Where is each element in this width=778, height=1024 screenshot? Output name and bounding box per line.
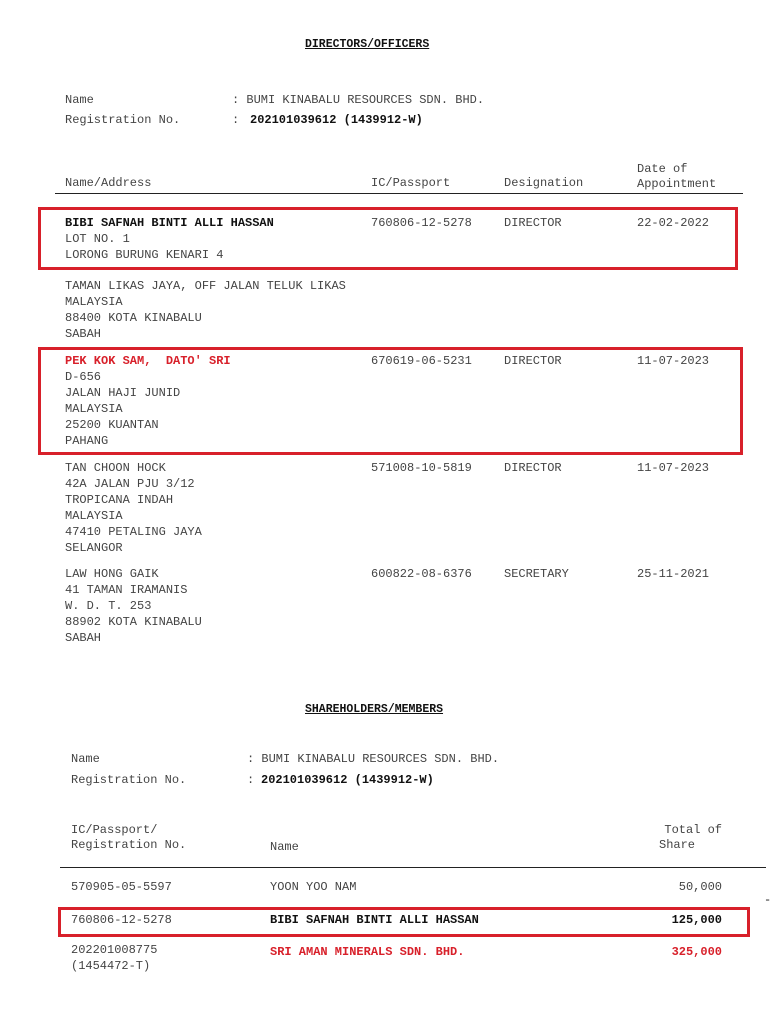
- director-name: TAN CHOON HOCK: [65, 461, 166, 475]
- shareholders-header-rule: [60, 867, 766, 868]
- highlight-box: [38, 207, 738, 270]
- header-ic-passport: IC/Passport: [371, 176, 451, 190]
- header-ic-line1: IC/Passport/: [71, 823, 158, 837]
- directors-title: DIRECTORS/OFFICERS: [305, 38, 430, 51]
- director-date: 11-07-2023: [637, 354, 710, 368]
- shareholders-reg-label: Registration No.: [71, 773, 187, 787]
- director-address-line: JALAN HAJI JUNID: [65, 386, 181, 400]
- directors-reg-value: 202101039612 (1439912-W): [250, 113, 423, 127]
- director-ic: 670619-06-5231: [371, 354, 472, 368]
- header-sh-name: Name: [270, 840, 299, 854]
- director-address-line: 47410 PETALING JAYA: [65, 525, 202, 539]
- director-address-line: SELANGOR: [65, 541, 123, 555]
- director-address-line: MALAYSIA: [65, 402, 123, 416]
- director-designation: DIRECTOR: [504, 461, 562, 475]
- shareholders-company-name: : BUMI KINABALU RESOURCES SDN. BHD.: [247, 752, 500, 766]
- shareholder-total: 50,000: [678, 880, 722, 894]
- director-address-line: W. D. T. 253: [65, 599, 152, 613]
- shareholder-ic: 202201008775: [71, 943, 158, 957]
- director-address-line: SABAH: [65, 631, 102, 645]
- shareholders-reg-colon: :: [247, 773, 255, 787]
- shareholder-ic-secondary: (1454472-T): [71, 959, 151, 973]
- director-address-line: PAHANG: [65, 434, 109, 448]
- director-ic: 760806-12-5278: [371, 216, 472, 230]
- director-name: BIBI SAFNAH BINTI ALLI HASSAN: [65, 216, 274, 230]
- director-address-line: LOT NO. 1: [65, 232, 130, 246]
- director-address-line: LORONG BURUNG KENARI 4: [65, 248, 224, 262]
- shareholders-reg-value: 202101039612 (1439912-W): [261, 773, 434, 787]
- director-date: 22-02-2022: [637, 216, 710, 230]
- director-date: 11-07-2023: [637, 461, 710, 475]
- shareholder-name: YOON YOO NAM: [270, 880, 357, 894]
- director-address-line: MALAYSIA: [65, 295, 123, 309]
- directors-company-name: : BUMI KINABALU RESOURCES SDN. BHD.: [232, 93, 485, 107]
- director-address-line: TROPICANA INDAH: [65, 493, 174, 507]
- shareholder-ic: 570905-05-5597: [71, 880, 172, 894]
- shareholders-name-label: Name: [71, 752, 100, 766]
- shareholder-total: 125,000: [671, 913, 722, 927]
- director-address-line: 42A JALAN PJU 3/12: [65, 477, 195, 491]
- highlight-box: [58, 907, 750, 937]
- director-address-line: 25200 KUANTAN: [65, 418, 159, 432]
- director-address-line: MALAYSIA: [65, 509, 123, 523]
- director-name: PEK KOK SAM, DATO' SRI: [65, 354, 231, 368]
- directors-name-label: Name: [65, 93, 94, 107]
- shareholder-name: SRI AMAN MINERALS SDN. BHD.: [270, 945, 465, 959]
- director-address-line: 41 TAMAN IRAMANIS: [65, 583, 188, 597]
- highlight-box: [38, 347, 743, 455]
- header-date-line1: Date of: [637, 162, 688, 176]
- director-name: LAW HONG GAIK: [65, 567, 159, 581]
- header-designation: Designation: [504, 176, 584, 190]
- directors-reg-label: Registration No.: [65, 113, 181, 127]
- header-total-line2: Share: [659, 838, 696, 852]
- shareholder-name: BIBI SAFNAH BINTI ALLI HASSAN: [270, 913, 479, 927]
- director-ic: 600822-08-6376: [371, 567, 472, 581]
- shareholder-total: 325,000: [671, 945, 722, 959]
- directors-reg-colon: :: [232, 113, 240, 127]
- director-address-line: D-656: [65, 370, 102, 384]
- shareholder-ic: 760806-12-5278: [71, 913, 172, 927]
- header-total-line1: Total of: [664, 823, 722, 837]
- director-designation: SECRETARY: [504, 567, 569, 581]
- director-address-line: SABAH: [65, 327, 102, 341]
- shareholders-title: SHAREHOLDERS/MEMBERS: [305, 703, 444, 716]
- director-designation: DIRECTOR: [504, 354, 562, 368]
- director-designation: DIRECTOR: [504, 216, 562, 230]
- director-address-line: TAMAN LIKAS JAYA, OFF JALAN TELUK LIKAS: [65, 279, 346, 293]
- header-ic-line2: Registration No.: [71, 838, 187, 852]
- header-date-line2: Appointment: [637, 177, 717, 191]
- director-address-line: 88400 KOTA KINABALU: [65, 311, 202, 325]
- director-ic: 571008-10-5819: [371, 461, 472, 475]
- directors-header-rule: [55, 193, 743, 194]
- stray-mark: -: [764, 893, 772, 907]
- header-name-address: Name/Address: [65, 176, 152, 190]
- director-address-line: 88902 KOTA KINABALU: [65, 615, 202, 629]
- director-date: 25-11-2021: [637, 567, 710, 581]
